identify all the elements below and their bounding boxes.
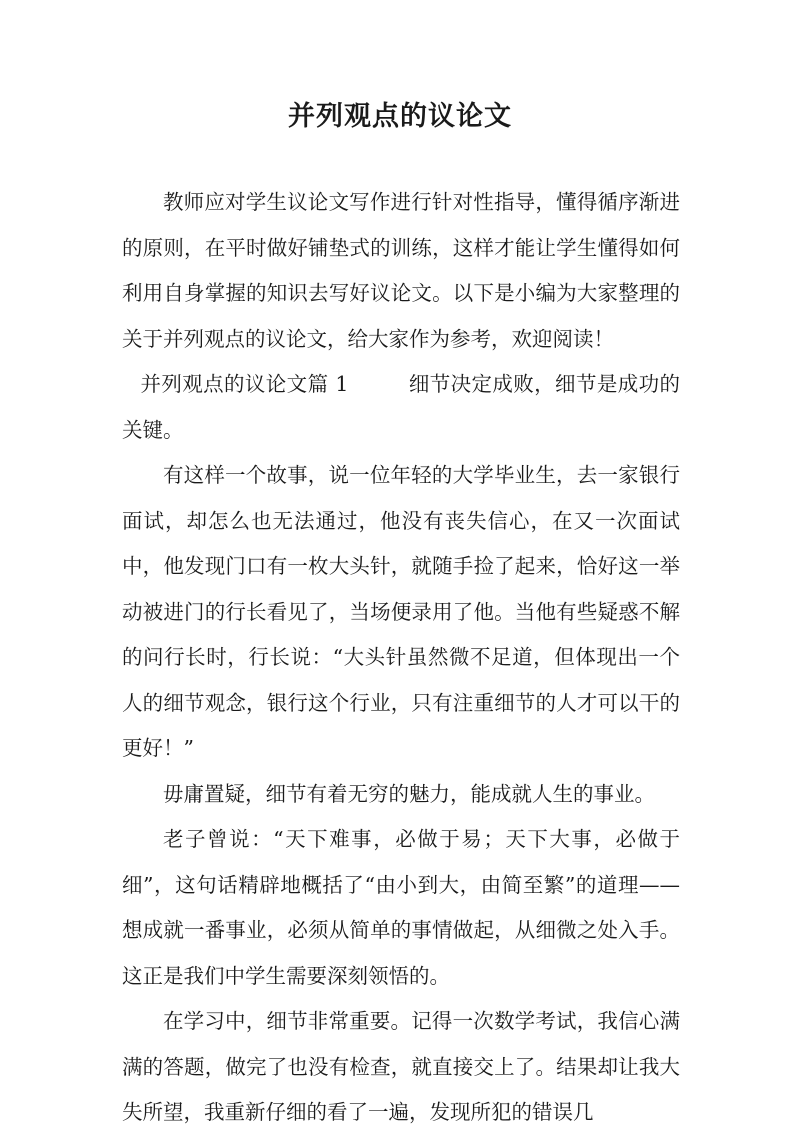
body-paragraph-4: 在学习中，细节非常重要。记得一次数学考试，我信心满满的答题，做完了也没有检查，就直接交上了。结果却让我大失所望，我重新仔细的看了一遍，发现所犯的错误几 xyxy=(122,1009,680,1124)
section-heading: 并列观点的议论文篇 1 xyxy=(140,372,349,396)
body-paragraph-2: 毋庸置疑，细节有着无穷的魅力，能成就人生的事业。 xyxy=(163,781,655,806)
intro-paragraph: 教师应对学生议论文写作进行针对性指导，懂得循序渐进的原则，在平时做好铺垫式的训练，这样才能让学生懂得如何利用自身掌握的知识去写好议论文。以下是小编为大家整理的关于并列观点的议论文，给大家作为参考，欢迎阅读！ xyxy=(122,190,680,351)
section-heading-line xyxy=(122,362,680,453)
body-paragraph-3: 老子曾说：“天下难事，必做于易；天下大事，必做于细”，这句话精辟地概括了“由小到大，由简至繁”的道理——想成就一番事业，必须从简单的事情做起，从细微之处入手。这正是我们中学生需要深刻领悟的。 xyxy=(122,827,680,988)
body-paragraph-1: 有这样一个故事，说一位年轻的大学毕业生，去一家银行面试，却怎么也无法通过，他没有丧失信心，在又一次面试中，他发现门口有一枚大头针，就随手捡了起来，恰好这一举动被进门的行长看见了，当场便录用了他。当他有些疑惑不解的问行长时，行长说：“大头针虽然微不足道，但体现出一个人的细节观念，银行这个行业，只有注重细节的人才可以干的更好！” xyxy=(122,463,680,760)
document-title: 并列观点的议论文 xyxy=(288,101,512,132)
section-thesis: 细节决定成败，细节是成功的关键。 xyxy=(122,372,681,442)
document-body xyxy=(122,180,680,1136)
